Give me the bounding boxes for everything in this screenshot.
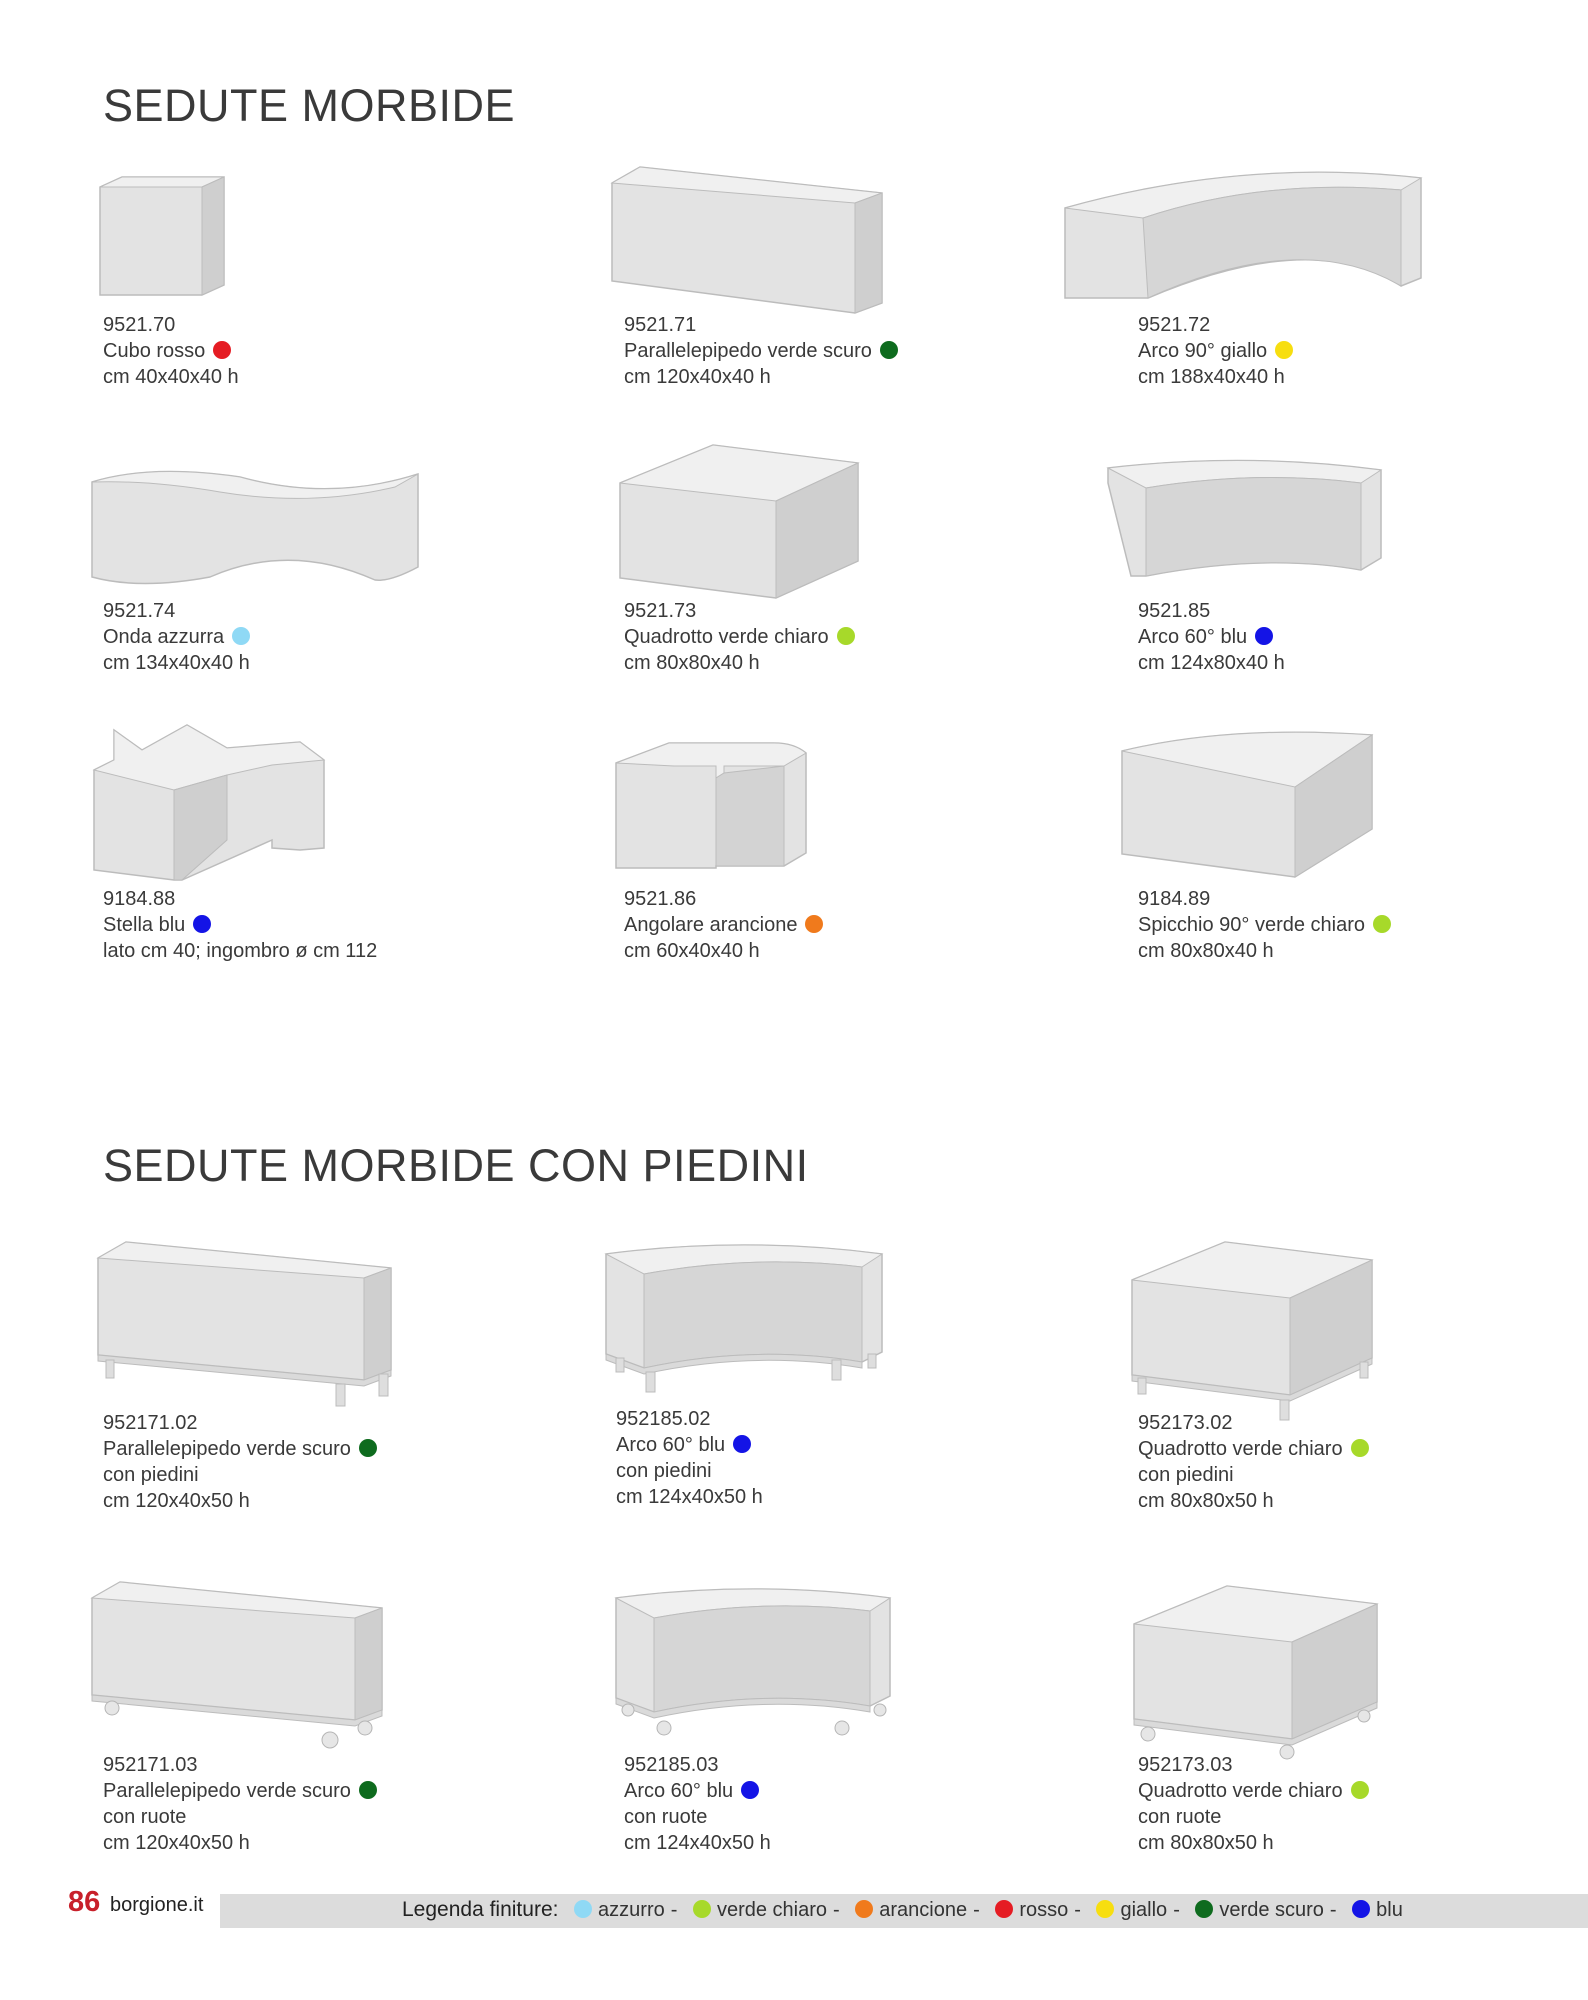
arc-icon — [1063, 168, 1425, 303]
product-name: Parallelepipedo verde scuro — [103, 1780, 351, 1802]
color-dot-icon — [1096, 1900, 1114, 1918]
product-code: 9521.85 — [1138, 600, 1211, 622]
product-code: 952171.03 — [103, 1754, 198, 1776]
product-code: 9521.70 — [103, 314, 176, 336]
legend-label: azzurro — [598, 1899, 665, 1921]
legend-separator: - — [1173, 1899, 1180, 1921]
product-name: Stella blu — [103, 914, 186, 936]
product-dims: cm 124x80x40 h — [1138, 652, 1285, 674]
product-sub: con ruote — [103, 1806, 187, 1828]
legend-label: verde chiaro — [716, 1899, 828, 1921]
legend-separator: - — [1074, 1899, 1081, 1921]
square-wheels-icon — [1132, 1584, 1380, 1759]
cube-icon — [98, 175, 228, 300]
product-code: 9521.86 — [624, 888, 697, 910]
product-sub: con piedini — [1138, 1464, 1234, 1486]
color-dot-icon — [1351, 1439, 1369, 1457]
color-dot-icon — [232, 627, 250, 645]
color-dot-icon — [193, 915, 211, 933]
product-code: 9521.74 — [103, 600, 176, 622]
product-code: 952185.02 — [616, 1408, 711, 1430]
product-code: 952171.02 — [103, 1412, 198, 1434]
legend-label: verde scuro — [1219, 1899, 1324, 1921]
color-dot-icon — [693, 1900, 711, 1918]
legend-separator: - — [1329, 1899, 1337, 1921]
product-dims: cm 124x40x50 h — [616, 1486, 763, 1508]
color-dot-icon — [741, 1781, 759, 1799]
color-dot-icon — [880, 341, 898, 359]
product-name: Cubo rosso — [103, 340, 206, 362]
product-code: 9521.72 — [1138, 314, 1211, 336]
product-dims: cm 120x40x40 h — [624, 366, 771, 388]
legend-label: giallo — [1120, 1899, 1168, 1921]
wave-icon — [90, 462, 420, 592]
legend-label: arancione — [879, 1899, 968, 1921]
product-name: Quadrotto verde chiaro — [1138, 1780, 1343, 1802]
corner-icon — [614, 738, 810, 872]
product-dims: cm 80x80x50 h — [1138, 1832, 1274, 1854]
product-dims: cm 134x40x40 h — [103, 652, 250, 674]
color-dot-icon — [1275, 341, 1293, 359]
color-dot-icon — [1351, 1781, 1369, 1799]
legend-separator: - — [973, 1899, 980, 1921]
legend-separator: - — [670, 1899, 678, 1921]
product-name: Angolare arancione — [624, 914, 798, 936]
product-name: Arco 60° blu — [616, 1434, 726, 1456]
product-name: Parallelepipedo verde scuro — [624, 340, 872, 362]
color-dot-icon — [855, 1900, 873, 1918]
product-dims: cm 188x40x40 h — [1138, 366, 1285, 388]
box-wheels-icon — [90, 1580, 385, 1755]
legend-label: rosso — [1019, 1899, 1069, 1921]
product-name: Quadrotto verde chiaro — [624, 626, 829, 648]
product-code: 9184.88 — [103, 888, 176, 910]
legend-title: Legenda finiture: — [402, 1898, 559, 1921]
product-name: Arco 90° giallo — [1138, 340, 1268, 362]
product-name: Arco 60° blu — [1138, 626, 1248, 648]
product-code: 9184.89 — [1138, 888, 1211, 910]
product-name: Onda azzurra — [103, 626, 225, 648]
legend-label: blu — [1376, 1899, 1403, 1921]
color-dot-icon — [359, 1781, 377, 1799]
color-dot-icon — [1352, 1900, 1370, 1918]
arc-legs-icon — [604, 1242, 886, 1392]
color-dot-icon — [1255, 627, 1273, 645]
product-dims: cm 40x40x40 h — [103, 366, 239, 388]
product-dims: cm 60x40x40 h — [624, 940, 760, 962]
product-code: 9521.71 — [624, 314, 697, 336]
arc-icon — [1106, 458, 1384, 580]
page-number: 86 — [68, 1886, 101, 1918]
color-dot-icon — [359, 1439, 377, 1457]
color-dot-icon — [995, 1900, 1013, 1918]
product-dims: cm 120x40x50 h — [103, 1490, 250, 1512]
finish-legend — [402, 1898, 1403, 1922]
product-dims: cm 80x80x40 h — [1138, 940, 1274, 962]
product-name: Spicchio 90° verde chiaro — [1138, 914, 1366, 936]
product-code: 952173.02 — [1138, 1412, 1233, 1434]
product-sub: con piedini — [103, 1464, 199, 1486]
star-icon — [92, 720, 327, 882]
product-code: 9521.73 — [624, 600, 697, 622]
color-dot-icon — [213, 341, 231, 359]
product-code: 952173.03 — [1138, 1754, 1233, 1776]
product-name: Parallelepipedo verde scuro — [103, 1438, 351, 1460]
product-dims: cm 80x80x40 h — [624, 652, 760, 674]
color-dot-icon — [574, 1900, 592, 1918]
square-icon — [618, 443, 860, 601]
product-dims: lato cm 40; ingombro ø cm 112 — [103, 940, 378, 962]
color-dot-icon — [1373, 915, 1391, 933]
product-name: Arco 60° blu — [624, 1780, 734, 1802]
section-title-sedute-morbide: SEDUTE MORBIDE — [103, 80, 516, 131]
product-sub: con ruote — [624, 1806, 708, 1828]
arc-wheels-icon — [614, 1586, 894, 1746]
box-legs-icon — [96, 1240, 396, 1420]
wedge-icon — [1120, 729, 1376, 881]
product-sub: con ruote — [1138, 1806, 1222, 1828]
product-dims: cm 120x40x50 h — [103, 1832, 250, 1854]
color-dot-icon — [805, 915, 823, 933]
section-title-sedute-morbide-piedini: SEDUTE MORBIDE CON PIEDINI — [103, 1140, 809, 1191]
product-name: Quadrotto verde chiaro — [1138, 1438, 1343, 1460]
product-dims: cm 80x80x50 h — [1138, 1490, 1274, 1512]
color-dot-icon — [837, 627, 855, 645]
square-legs-icon — [1130, 1240, 1375, 1420]
color-dot-icon — [1195, 1900, 1213, 1918]
product-code: 952185.03 — [624, 1754, 719, 1776]
product-dims: cm 124x40x50 h — [624, 1832, 771, 1854]
color-dot-icon — [733, 1435, 751, 1453]
legend-separator: - — [833, 1899, 840, 1921]
product-sub: con piedini — [616, 1460, 712, 1482]
site-link[interactable]: borgione.it — [110, 1894, 204, 1916]
box-icon — [610, 165, 885, 315]
